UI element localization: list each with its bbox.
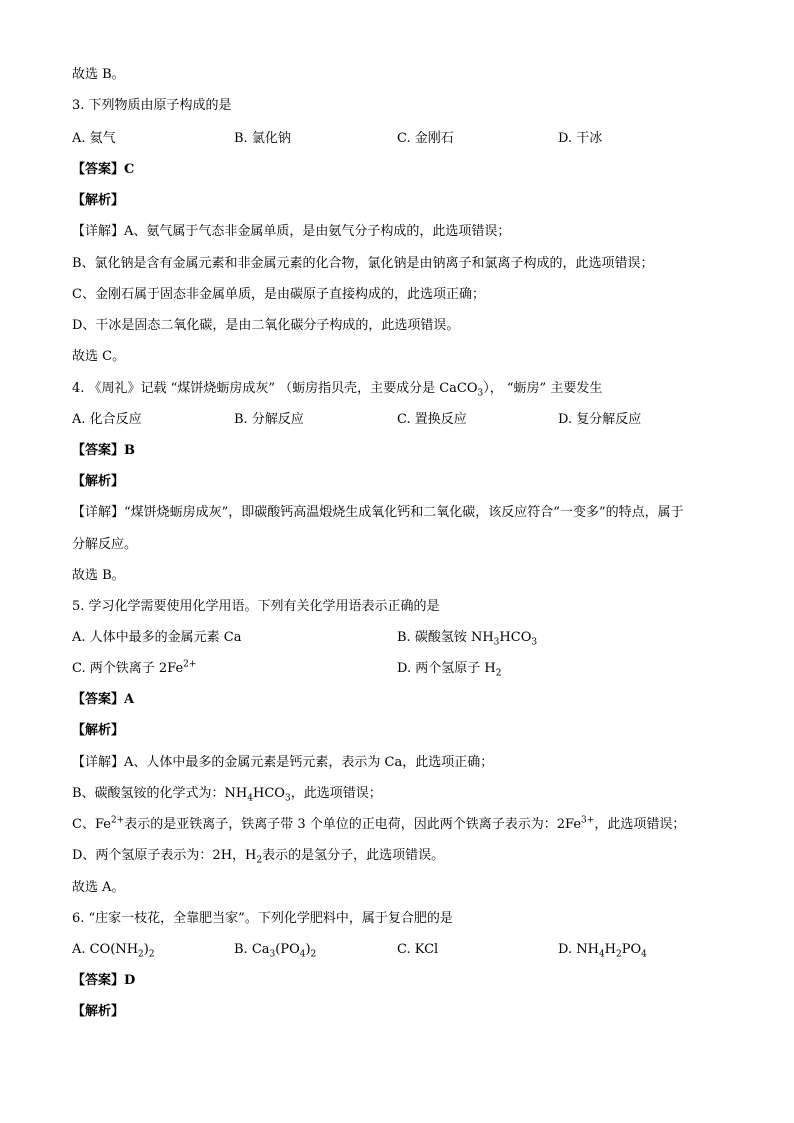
explanation-line: B、碳酸氢铵的化学式为：$NH_4HCO_3$，此选项错误； bbox=[72, 786, 382, 804]
explanation-line: 【详解】A、氨气属于气态非金属单质，是由氨气分子构成的，此选项错误； bbox=[72, 224, 511, 239]
answer-line: 【答案】C bbox=[72, 162, 135, 177]
option-a: A. 化合反应 bbox=[72, 412, 142, 427]
option-a: A. 人体中最多的金属元素 Ca bbox=[72, 630, 242, 645]
option-c: C. 两个铁离子 $2Fe^{2+}$ bbox=[72, 659, 197, 676]
analysis-heading: 【解析】 bbox=[72, 193, 125, 208]
option-b: B. 分解反应 bbox=[234, 412, 304, 427]
question-6: 6. “庄家一枝花，全靠肥当家”。下列化学肥料中，属于复合肥的是 bbox=[72, 911, 453, 926]
option-c: C. KCl bbox=[397, 942, 439, 957]
option-d: D. 干冰 bbox=[558, 131, 603, 146]
answer-line: 【答案】A bbox=[72, 692, 135, 707]
explanation-line: C、$Fe^{2+}$表示的是亚铁离子，铁离子带 3 个单位的正电荷，因此两个铁离子表示为：$2Fe^{3+}$，此选项错误； bbox=[72, 815, 686, 832]
option-b: B. $Ca_3(PO_4)_2$ bbox=[234, 942, 317, 960]
answer-line: 【答案】B bbox=[72, 443, 135, 458]
explanation-line: B、氯化钠是含有金属元素和非金属元素的化合物，氯化钠是由钠离子和氯离子构成的，此选项错误； bbox=[72, 256, 654, 271]
option-b: B. 碳酸氢铵 $NH_3HCO_3$ bbox=[397, 630, 538, 648]
text-line: 故选 B。 bbox=[72, 67, 125, 82]
option-d: D. 两个氢原子 $H_2$ bbox=[397, 661, 502, 679]
option-d: D. $NH_4H_2PO_4$ bbox=[558, 942, 647, 960]
explanation-line: D、两个氢原子表示为：2H，$H_2$表示的是氢分子，此选项错误。 bbox=[72, 848, 445, 866]
answer-line: 【答案】D bbox=[72, 973, 136, 988]
conclusion-line: 故选 B。 bbox=[72, 568, 125, 583]
option-a: A. 氦气 bbox=[72, 131, 116, 146]
question-5: 5. 学习化学需要使用化学用语。下列有关化学用语表示正确的是 bbox=[72, 599, 440, 614]
option-d: D. 复分解反应 bbox=[558, 412, 642, 427]
analysis-heading: 【解析】 bbox=[72, 723, 125, 738]
option-a: A. $CO(NH_2)_2$ bbox=[72, 942, 155, 960]
option-b: B. 氯化钠 bbox=[234, 131, 291, 146]
explanation-line: D、干冰是固态二氧化碳，是由二氧化碳分子构成的，此选项错误。 bbox=[72, 318, 460, 333]
conclusion-line: 故选 A。 bbox=[72, 880, 125, 895]
explanation-line: 【详解】“煤饼烧蛎房成灰”，即碳酸钙高温煅烧生成氧化钙和二氧化碳，该反应符合“一变多”的特点，属于 bbox=[72, 505, 684, 520]
question-3: 3. 下列物质由原子构成的是 bbox=[72, 98, 232, 113]
option-c: C. 金刚石 bbox=[397, 131, 454, 146]
explanation-line: 【详解】A、人体中最多的金属元素是钙元素，表示为 Ca，此选项正确； bbox=[72, 755, 494, 770]
explanation-line: 分解反应。 bbox=[72, 537, 138, 552]
analysis-heading: 【解析】 bbox=[72, 1004, 125, 1019]
option-c: C. 置换反应 bbox=[397, 412, 467, 427]
analysis-heading: 【解析】 bbox=[72, 474, 125, 489]
conclusion-line: 故选 C。 bbox=[72, 349, 126, 364]
question-4: 4. 《周礼》记载 “煤饼烧蛎房成灰” （蛎房指贝壳，主要成分是 CaCO$_3$）， “蛎房” 主要发生 bbox=[72, 381, 603, 399]
explanation-line: C、金刚石属于固态非金属单质，是由碳原子直接构成的，此选项正确； bbox=[72, 287, 485, 302]
